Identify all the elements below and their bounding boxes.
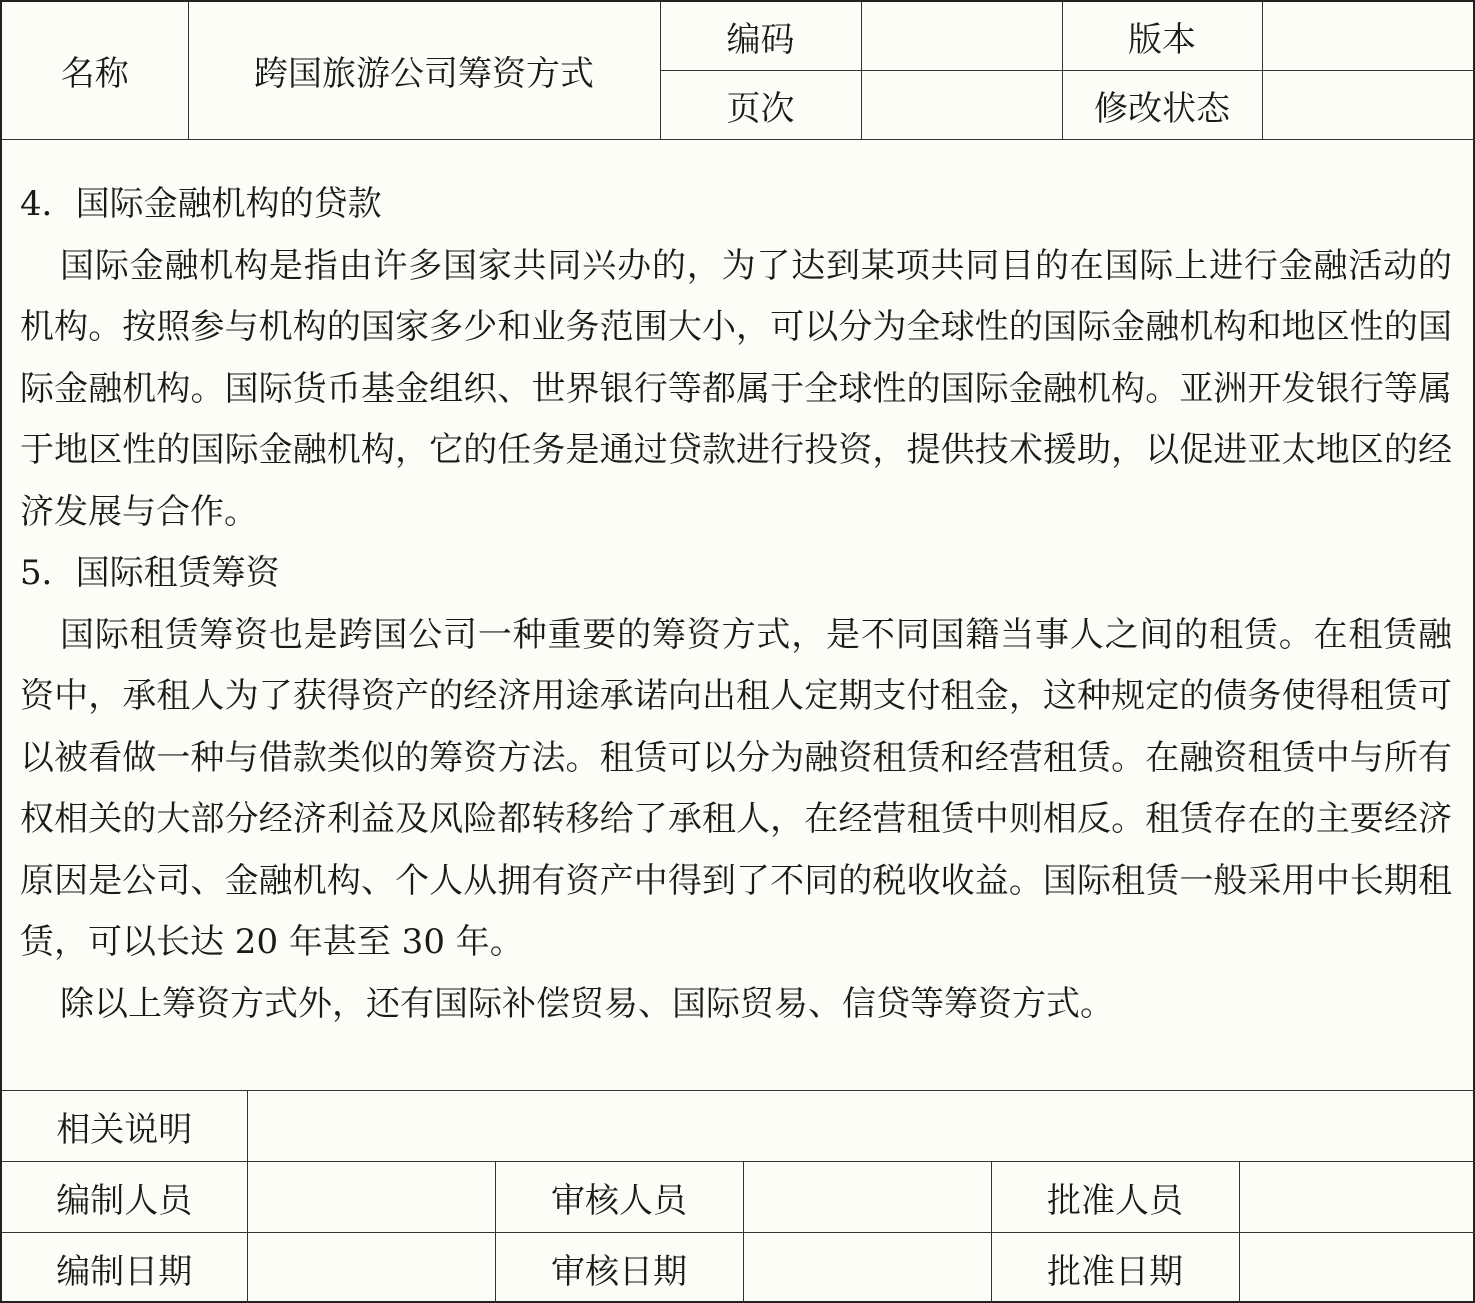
revision-value	[1262, 71, 1475, 140]
document-body	[20, 174, 1452, 1035]
code-label: 编码	[660, 2, 861, 71]
prepared-date-label: 编制日期	[2, 1233, 247, 1303]
reviewed-date-value	[743, 1233, 991, 1303]
prepared-date-value	[247, 1233, 495, 1303]
prepared-by-label: 编制人员	[2, 1162, 247, 1233]
name-label: 名称	[2, 2, 188, 140]
approved-date-value	[1239, 1233, 1475, 1303]
section-5-heading: 5．国际租赁筹资	[20, 553, 280, 593]
header-table	[2, 2, 1475, 140]
notes-label: 相关说明	[2, 1091, 247, 1162]
code-value	[861, 2, 1062, 71]
revision-label: 修改状态	[1062, 71, 1262, 140]
reviewed-by-value	[743, 1162, 991, 1233]
version-value	[1262, 2, 1475, 71]
section-5-paragraph: 国际租赁筹资也是跨国公司一种重要的筹资方式，是不同国籍当事人之间的租赁。在租赁融资中，承租人为了获得资产的经济用途承诺向出租人定期支付租金，这种规定的债务使得租赁可以被看做一种与借款类似的筹资方法。租赁可以分为融资租赁和经营租赁。在融资租赁中与所有权相关的大部分经济利益及风险都转移给了承租人，在经营租赁中则相反。租赁存在的主要经济原因是公司、金融机构、个人从拥有资产中得到了不同的税收收益。国际租赁一般采用中长期租赁，可以长达 20 年甚至 30 年。	[20, 614, 1452, 962]
page-value	[861, 71, 1062, 140]
section-4-heading: 4．国际金融机构的贷款	[20, 184, 382, 224]
section-4-paragraph: 国际金融机构是指由许多国家共同兴办的，为了达到某项共同目的在国际上进行金融活动的机构。按照参与机构的国家多少和业务范围大小，可以分为全球性的国际金融机构和地区性的国际金融机构。国际货币基金组织、世界银行等都属于全球性的国际金融机构。亚洲开发银行等属于地区性的国际金融机构，它的任务是通过贷款进行投资，提供技术援助，以促进亚太地区的经济发展与合作。	[20, 245, 1452, 532]
closing-paragraph: 除以上筹资方式外，还有国际补偿贸易、国际贸易、信贷等筹资方式。	[60, 983, 1114, 1024]
approved-by-value	[1239, 1162, 1475, 1233]
approved-date-label: 批准日期	[991, 1233, 1239, 1303]
version-label: 版本	[1062, 2, 1262, 71]
footer-table	[2, 1090, 1475, 1303]
reviewed-date-label: 审核日期	[495, 1233, 743, 1303]
approved-by-label: 批准人员	[991, 1162, 1239, 1233]
notes-value	[247, 1091, 1475, 1162]
reviewed-by-label: 审核人员	[495, 1162, 743, 1233]
prepared-by-value	[247, 1162, 495, 1233]
document-title: 跨国旅游公司筹资方式	[188, 2, 660, 140]
page-label: 页次	[660, 71, 861, 140]
